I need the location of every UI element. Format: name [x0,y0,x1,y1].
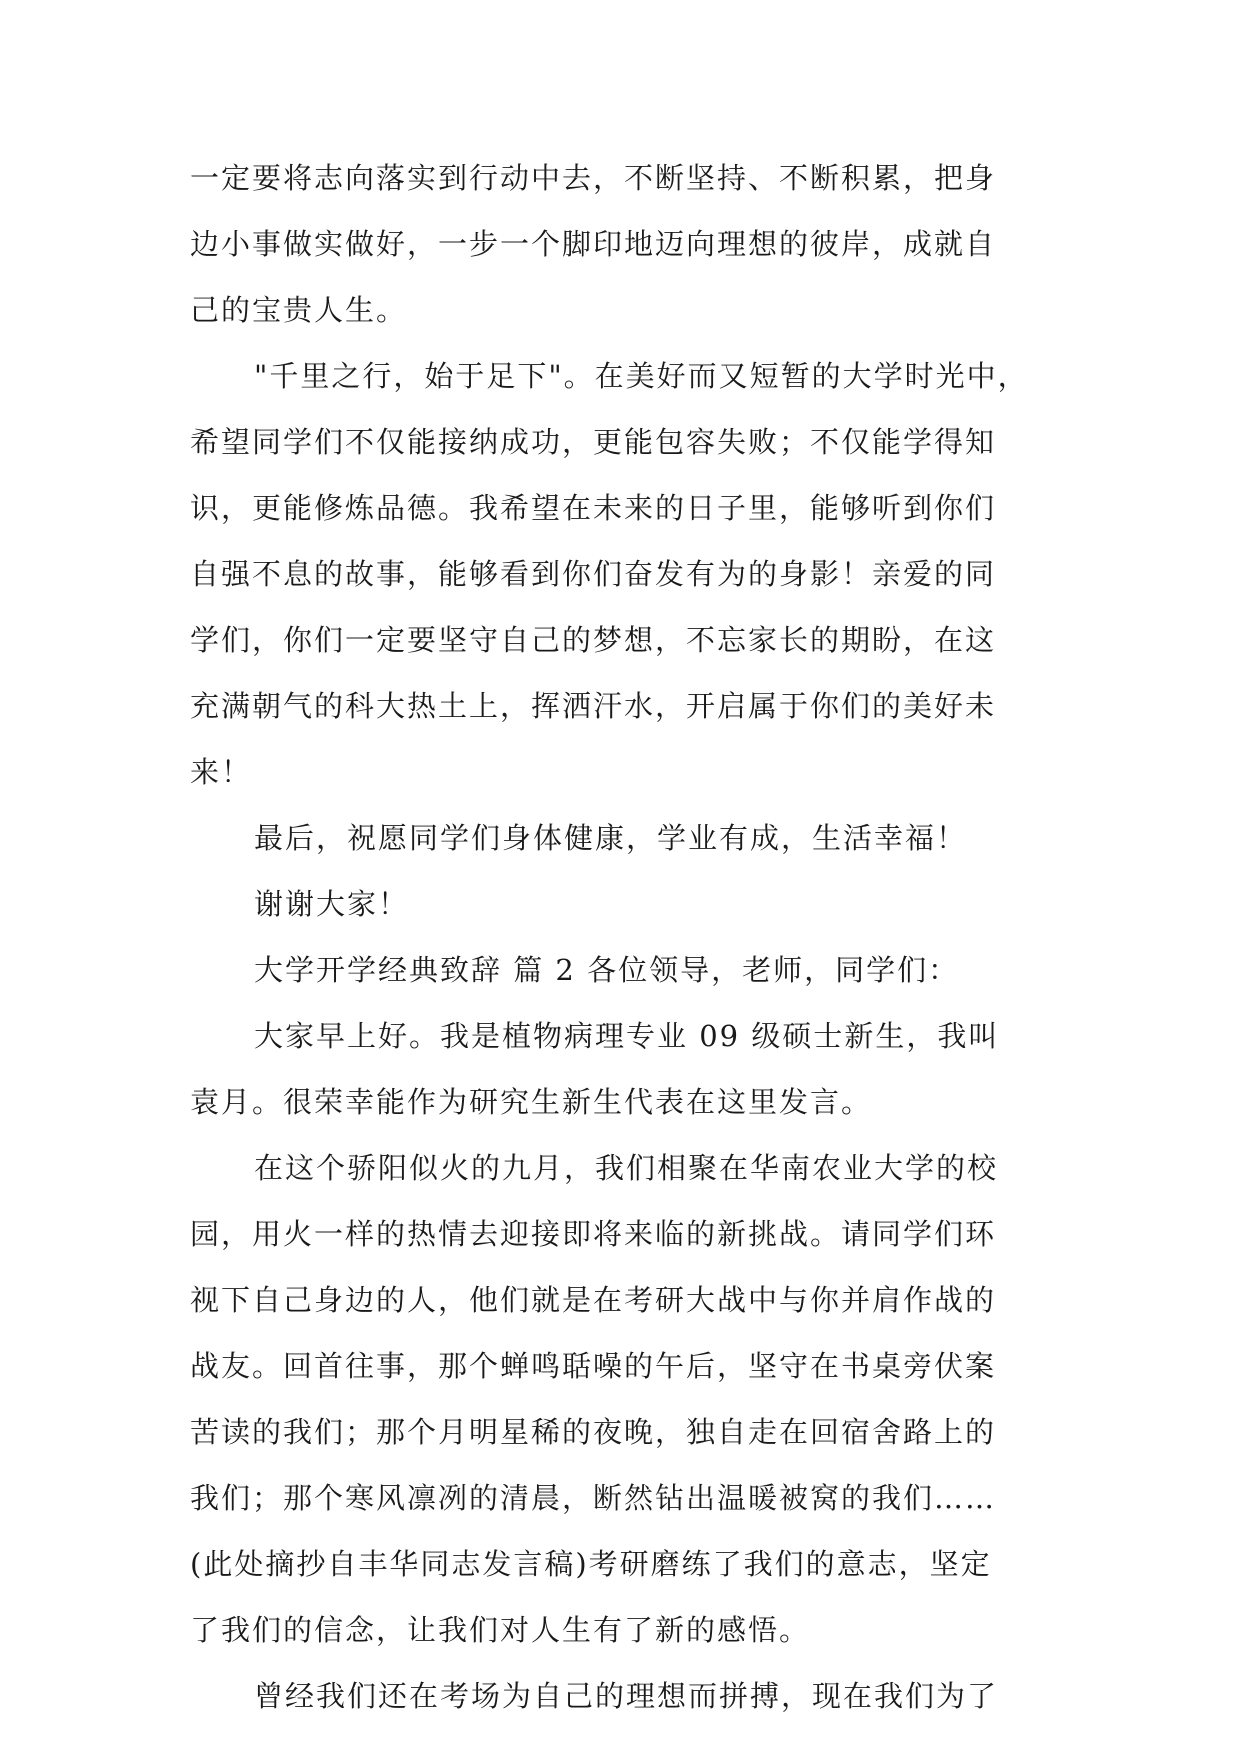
text-line: 袁月。很荣幸能作为研究生新生代表在这里发言。 [190,1085,873,1119]
text-line: 谢谢大家！ [254,887,410,921]
text-line: 我们；那个寒风凛冽的清晨，断然钻出温暖被窝的我们…… [190,1481,997,1515]
text-line: 苦读的我们；那个月明星稀的夜晚，独自走在回宿舍路上的 [190,1415,997,1449]
text-line: 希望同学们不仅能接纳成功，更能包容失败；不仅能学得知 [190,425,997,459]
text-line: 大学开学经典致辞 篇 2 各位领导，老师，同学们： [254,953,960,987]
text-line: 一定要将志向落实到行动中去，不断坚持、不断积累，把身 [190,161,997,195]
text-line: 自强不息的故事，能够看到你们奋发有为的身影！亲爱的同 [190,557,997,591]
text-line: 视下自己身边的人，他们就是在考研大战中与你并肩作战的 [190,1283,997,1317]
text-line: 大家早上好。我是植物病理专业 09 级硕士新生，我叫 [254,1019,1000,1053]
text-line: 园，用火一样的热情去迎接即将来临的新挑战。请同学们环 [190,1217,997,1251]
document-page [190,145,1050,1729]
text-line: "千里之行，始于足下"。在美好而又短暂的大学时光中， [254,359,1029,393]
text-line: 学们，你们一定要坚守自己的梦想，不忘家长的期盼，在这 [190,623,997,657]
text-line: 战友。回首往事，那个蝉鸣聒噪的午后，坚守在书桌旁伏案 [190,1349,997,1383]
text-line: 边小事做实做好，一步一个脚印地迈向理想的彼岸，成就自 [190,227,997,261]
text-line: 充满朝气的科大热土上，挥洒汗水，开启属于你们的美好未 [190,689,997,723]
text-line: 曾经我们还在考场为自己的理想而拼搏，现在我们为了 [254,1679,999,1713]
text-line: 来！ [190,755,253,789]
text-line: 最后，祝愿同学们身体健康，学业有成，生活幸福！ [254,821,968,855]
text-line: (此处摘抄自丰华同志发言稿)考研磨练了我们的意志，坚定 [190,1547,992,1581]
document-body [190,145,1050,1729]
text-line: 了我们的信念，让我们对人生有了新的感悟。 [190,1613,811,1647]
text-line: 识，更能修炼品德。我希望在未来的日子里，能够听到你们 [190,491,997,525]
text-line: 在这个骄阳似火的九月，我们相聚在华南农业大学的校 [254,1151,999,1185]
text-line: 己的宝贵人生。 [190,293,408,327]
